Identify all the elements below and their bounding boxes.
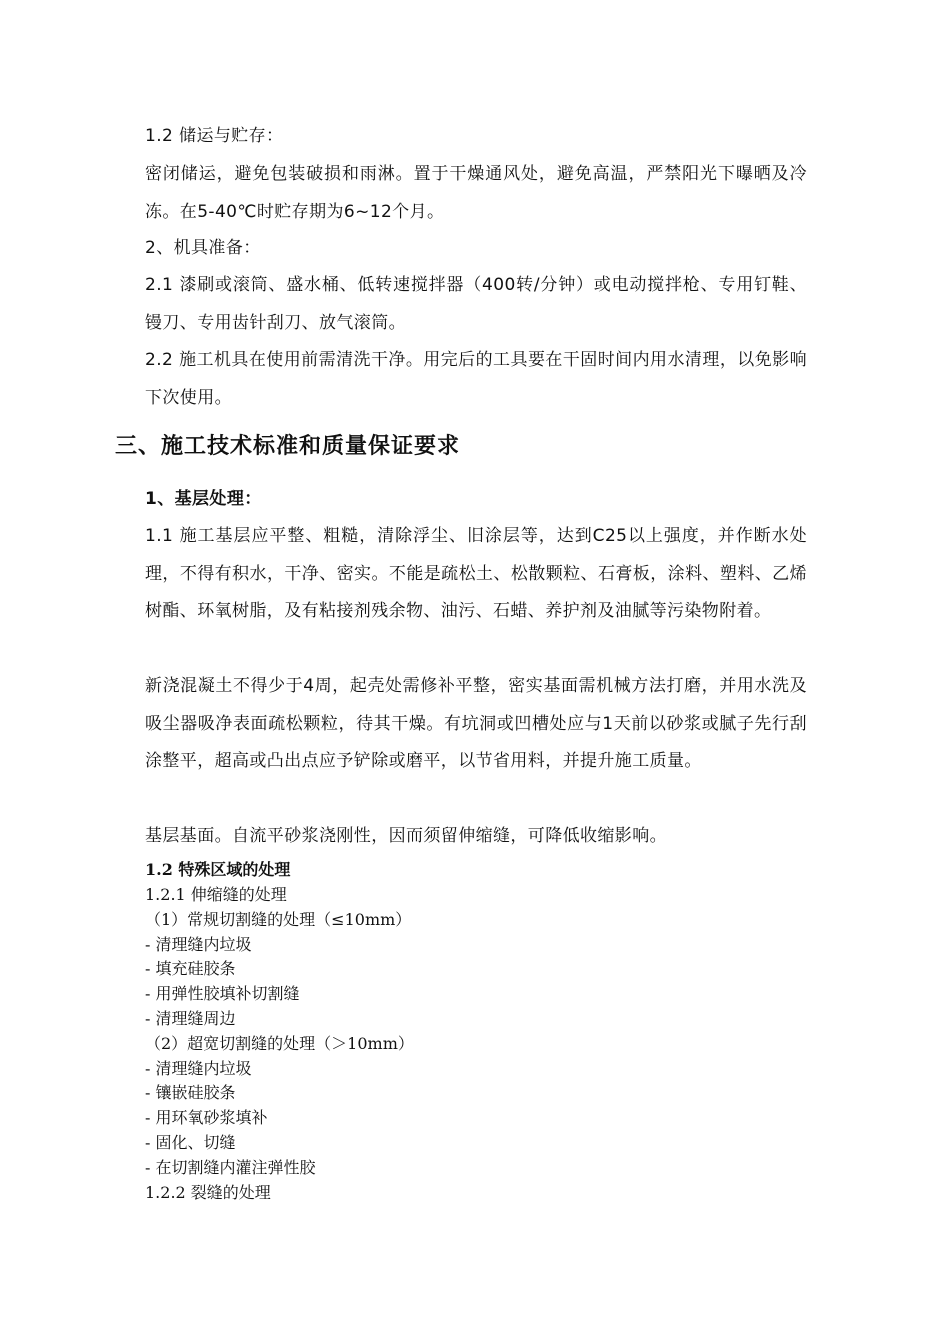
special-area-title: 1.2 特殊区域的处理 (145, 860, 291, 879)
tools-item-2-2: 2.2 施工机具在使用前需清洗干净。用完后的工具要在干固时间内用水清理，以免影响下次使用。 (145, 350, 807, 408)
tools-item-2-1: 2.1 漆刷或滚筒、盛水桶、低转速搅拌器（400转/分钟）或电动搅拌枪、专用钉鞋、镘刀、专用齿针刮刀、放气滚筒。 (145, 275, 807, 333)
storage-paragraph: 密闭储运，避免包装破损和雨淋。置于干燥通风处，避免高温，严禁阳光下曝晒及冷冻。在5-40℃时贮存期为6~12个月。 (145, 164, 807, 222)
list-item: - 清理缝内垃圾 (145, 1058, 252, 1078)
list-item: （1）常规切割缝的处理（≤10mm） (145, 909, 412, 929)
base-treatment-paragraph-3: 基层基面。自流平砂浆浇刚性，因而须留伸缩缝，可降低收缩影响。 (145, 826, 667, 846)
list-item: - 填充硅胶条 (145, 959, 236, 979)
list-item: - 固化、切缝 (145, 1132, 236, 1152)
tools-title: 2、机具准备： (145, 238, 261, 258)
list-item: 1.2.2 裂缝的处理 (145, 1182, 271, 1202)
list-item: - 镶嵌硅胶条 (145, 1083, 236, 1103)
special-area-list (145, 883, 807, 1205)
base-treatment-paragraph-2: 新浇混凝土不得少于4周，起壳处需修补平整，密实基面需机械方法打磨，并用水洗及吸尘器吸净表面疏松颗粒，待其干燥。有坑洞或凹槽处应与1天前以砂浆或腻子先行刮涂整平，超高或凸出点应予铲除或磨平，以节省用料，并提升施工质量。 (145, 676, 807, 771)
base-treatment-paragraph-1: 1.1 施工基层应平整、粗糙，清除浮尘、旧涂层等，达到C25以上强度，并作断水处理，不得有积水，干净、密实。不能是疏松土、松散颗粒、石膏板，涂料、塑料、乙烯树酯、环氧树脂，及有粘接剂残余物、油污、石蜡、养护剂及油腻等污染物附着。 (145, 526, 807, 621)
list-item: （2）超宽切割缝的处理（＞10mm） (145, 1033, 414, 1053)
list-item: 1.2.1 伸缩缝的处理 (145, 885, 287, 904)
base-treatment-title: 1、基层处理： (145, 489, 262, 509)
list-item: - 清理缝周边 (145, 1008, 236, 1028)
section-heading: 三、施工技术标准和质量保证要求 (115, 434, 461, 459)
list-item: - 用环氧砂浆填补 (145, 1108, 268, 1128)
storage-title: 1.2 储运与贮存： (145, 126, 284, 146)
list-item: - 用弹性胶填补切割缝 (145, 984, 300, 1004)
list-item: - 在切割缝内灌注弹性胶 (145, 1157, 316, 1177)
list-item: - 清理缝内垃圾 (145, 934, 252, 954)
